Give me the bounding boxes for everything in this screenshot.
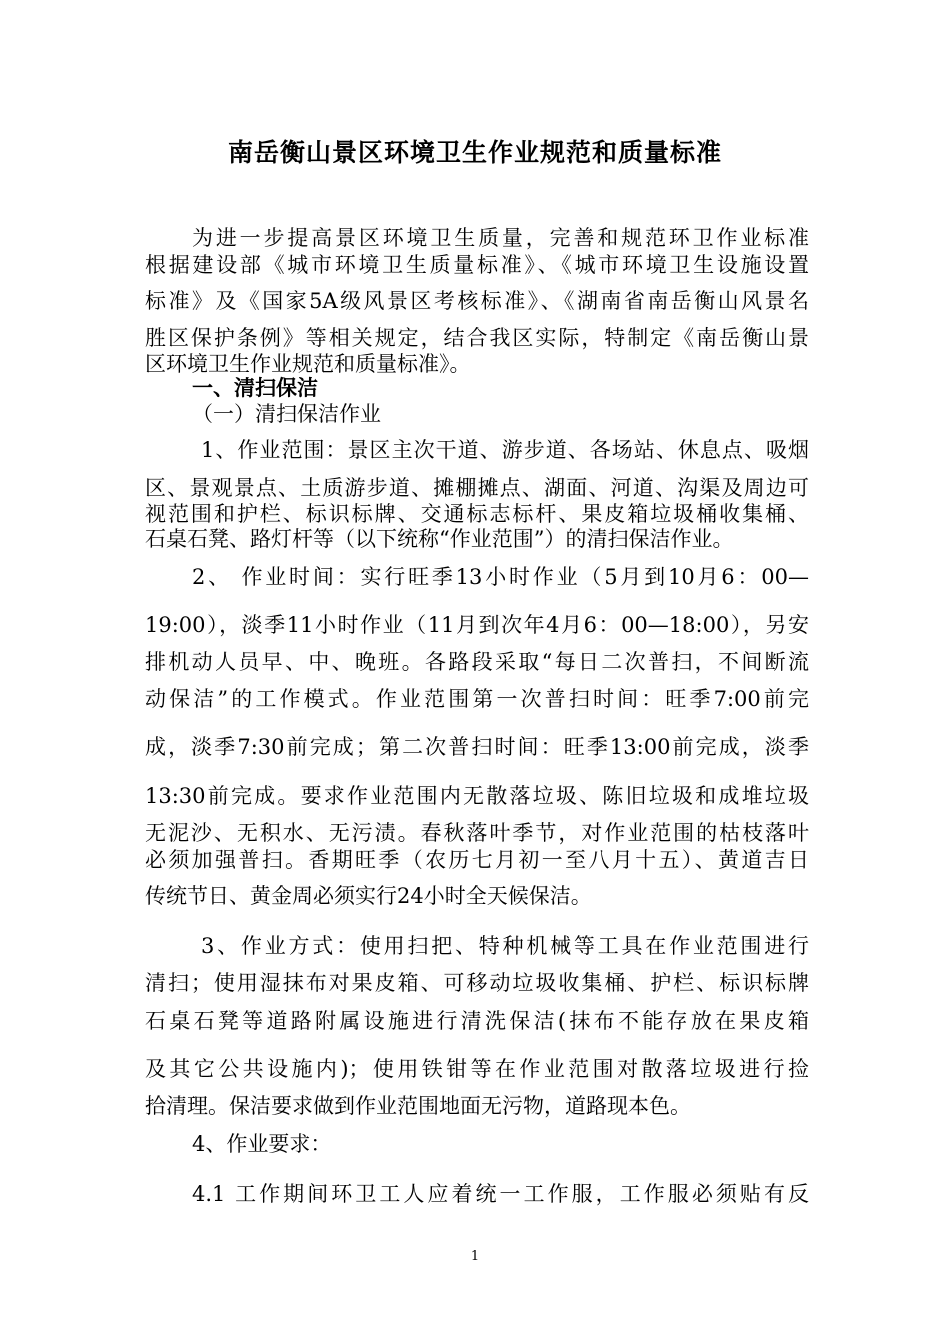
body-line: 及其它公共设施内)；使用铁钳等在作业范围对散落垃圾进行捡 bbox=[145, 1057, 809, 1081]
body-line: 胜区保护条例》等相关规定，结合我区实际，特制定《南岳衡山景 bbox=[145, 326, 809, 350]
body-line: 视范围和护栏、标识标牌、交通标志标杆、果皮箱垃圾桶收集桶、 bbox=[145, 502, 809, 526]
body-line: 为进一步提高景区环境卫生质量，完善和规范环卫作业标准 bbox=[192, 226, 809, 250]
section-heading: 一、清扫保洁 bbox=[192, 375, 318, 400]
body-line: 清扫；使用湿抹布对果皮箱、可移动垃圾收集桶、护栏、标识标牌 bbox=[145, 971, 809, 995]
body-line: 根据建设部《城市环境卫生质量标准》、《城市环境卫生设施设置 bbox=[145, 253, 809, 277]
document-title: 南岳衡山景区环境卫生作业规范和质量标准 bbox=[227, 138, 722, 167]
body-line: 4.1 工作期间环卫工人应着统一工作服，工作服必须贴有反 bbox=[192, 1182, 809, 1206]
body-line: 区、景观景点、土质游步道、摊棚摊点、湖面、河道、沟渠及周边可 bbox=[145, 476, 809, 500]
body-line: 必须加强普扫。香期旺季（农历七月初一至八月十五）、黄道吉日 bbox=[145, 848, 809, 872]
subsection-heading: （一）清扫保洁作业 bbox=[192, 402, 381, 426]
body-line: 1、作业范围：景区主次干道、游步道、各场站、休息点、吸烟 bbox=[201, 438, 809, 462]
body-line: 区环境卫生作业规范和质量标准》。 bbox=[145, 352, 471, 376]
body-line: 19:00），淡季11小时作业（11月到次年4月6：00—18:00），另安 bbox=[145, 613, 809, 637]
body-line: 13:30前完成。要求作业范围内无散落垃圾、陈旧垃圾和成堆垃圾 bbox=[145, 784, 809, 808]
body-line: 传统节日、黄金周必须实行24小时全天候保洁。 bbox=[145, 884, 592, 908]
body-line: 标准》及《国家5A级风景区考核标准》、《湖南省南岳衡山风景名 bbox=[145, 289, 809, 313]
body-line: 石桌石凳等道路附属设施进行清洗保洁(抹布不能存放在果皮箱 bbox=[145, 1009, 809, 1033]
body-line: 2、 作业时间：实行旺季13小时作业（5月到10月6：00— bbox=[192, 565, 809, 589]
body-line: 拾清理。保洁要求做到作业范围地面无污物，道路现本色。 bbox=[145, 1094, 691, 1118]
page-number: 1 bbox=[470, 1249, 480, 1264]
body-line: 4、作业要求： bbox=[192, 1132, 332, 1156]
body-line: 动保洁”的工作模式。作业范围第一次普扫时间：旺季7:00前完 bbox=[145, 687, 809, 711]
body-line: 3、作业方式：使用扫把、特种机械等工具在作业范围进行 bbox=[201, 934, 809, 958]
body-line: 石桌石凳、路灯杆等（以下统称“作业范围”）的清扫保洁作业。 bbox=[145, 527, 734, 551]
body-line: 排机动人员早、中、晚班。各路段采取“每日二次普扫，不间断流 bbox=[145, 650, 809, 674]
body-line: 成，淡季7:30前完成；第二次普扫时间：旺季13:00前完成，淡季 bbox=[145, 735, 809, 759]
body-line: 无泥沙、无积水、无污渍。春秋落叶季节，对作业范围的枯枝落叶 bbox=[145, 821, 809, 845]
